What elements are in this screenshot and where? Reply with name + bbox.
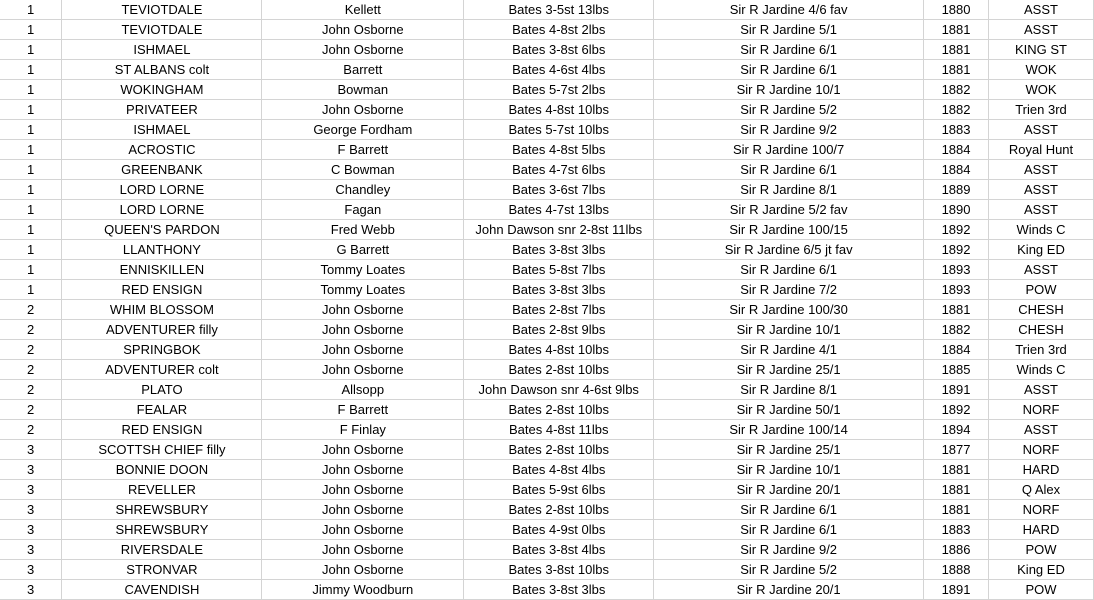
horse-cell[interactable]: LORD LORNE [62, 180, 262, 200]
trainer-age-weight-cell[interactable]: Bates 4-8st 5lbs [464, 140, 654, 160]
position-cell[interactable]: 2 [0, 420, 62, 440]
position-cell[interactable]: 1 [0, 260, 62, 280]
race-cell[interactable]: NORF [989, 500, 1094, 520]
trainer-age-weight-cell[interactable]: Bates 3-8st 3lbs [464, 240, 654, 260]
race-cell[interactable]: ASST [989, 260, 1094, 280]
horse-cell[interactable]: REVELLER [62, 480, 262, 500]
jockey-cell[interactable]: John Osborne [262, 460, 464, 480]
owner-odds-cell[interactable]: Sir R Jardine 100/14 [654, 420, 924, 440]
horse-cell[interactable]: WHIM BLOSSOM [62, 300, 262, 320]
owner-odds-cell[interactable]: Sir R Jardine 5/2 [654, 100, 924, 120]
owner-odds-cell[interactable]: Sir R Jardine 20/1 [654, 480, 924, 500]
year-cell[interactable]: 1881 [924, 460, 989, 480]
owner-odds-cell[interactable]: Sir R Jardine 25/1 [654, 440, 924, 460]
year-cell[interactable]: 1883 [924, 520, 989, 540]
position-cell[interactable]: 2 [0, 320, 62, 340]
horse-cell[interactable]: LLANTHONY [62, 240, 262, 260]
year-cell[interactable]: 1891 [924, 380, 989, 400]
jockey-cell[interactable]: Fagan [262, 200, 464, 220]
year-cell[interactable]: 1880 [924, 0, 989, 20]
table-row [0, 420, 1094, 440]
race-cell[interactable]: ASST [989, 120, 1094, 140]
table-row [0, 260, 1094, 280]
race-cell[interactable]: ASST [989, 420, 1094, 440]
table-row [0, 320, 1094, 340]
trainer-age-weight-cell[interactable]: Bates 3-8st 3lbs [464, 580, 654, 600]
trainer-age-weight-cell[interactable]: Bates 4-8st 11lbs [464, 420, 654, 440]
trainer-age-weight-cell[interactable]: Bates 4-7st 6lbs [464, 160, 654, 180]
year-cell[interactable]: 1881 [924, 300, 989, 320]
table-row [0, 560, 1094, 580]
horse-cell[interactable]: PLATO [62, 380, 262, 400]
owner-odds-cell[interactable]: Sir R Jardine 7/2 [654, 280, 924, 300]
trainer-age-weight-cell[interactable]: Bates 5-9st 6lbs [464, 480, 654, 500]
table-row [0, 220, 1094, 240]
owner-odds-cell[interactable]: Sir R Jardine 20/1 [654, 580, 924, 600]
owner-odds-cell[interactable]: Sir R Jardine 10/1 [654, 320, 924, 340]
trainer-age-weight-cell[interactable]: Bates 3-8st 4lbs [464, 540, 654, 560]
position-cell[interactable]: 1 [0, 200, 62, 220]
owner-odds-cell[interactable]: Sir R Jardine 6/1 [654, 40, 924, 60]
horse-cell[interactable]: ST ALBANS colt [62, 60, 262, 80]
table-row [0, 340, 1094, 360]
table-row [0, 540, 1094, 560]
trainer-age-weight-cell[interactable]: Bates 3-8st 3lbs [464, 280, 654, 300]
trainer-age-weight-cell[interactable]: Bates 2-8st 9lbs [464, 320, 654, 340]
horse-cell[interactable]: TEVIOTDALE [62, 0, 262, 20]
trainer-age-weight-cell[interactable]: Bates 2-8st 10lbs [464, 440, 654, 460]
horse-cell[interactable]: SCOTTSH CHIEF filly [62, 440, 262, 460]
owner-odds-cell[interactable]: Sir R Jardine 100/15 [654, 220, 924, 240]
owner-odds-cell[interactable]: Sir R Jardine 6/1 [654, 160, 924, 180]
position-cell[interactable]: 1 [0, 40, 62, 60]
year-cell[interactable]: 1882 [924, 100, 989, 120]
owner-odds-cell[interactable]: Sir R Jardine 100/30 [654, 300, 924, 320]
horse-cell[interactable]: RIVERSDALE [62, 540, 262, 560]
trainer-age-weight-cell[interactable]: Bates 4-8st 2lbs [464, 20, 654, 40]
horse-cell[interactable]: SHREWSBURY [62, 500, 262, 520]
jockey-cell[interactable]: C Bowman [262, 160, 464, 180]
table-row [0, 20, 1094, 40]
owner-odds-cell[interactable]: Sir R Jardine 100/7 [654, 140, 924, 160]
owner-odds-cell[interactable]: Sir R Jardine 50/1 [654, 400, 924, 420]
table-row [0, 180, 1094, 200]
position-cell[interactable]: 3 [0, 460, 62, 480]
position-cell[interactable]: 3 [0, 560, 62, 580]
table-row [0, 520, 1094, 540]
year-cell[interactable]: 1890 [924, 200, 989, 220]
horse-cell[interactable]: WOKINGHAM [62, 80, 262, 100]
position-cell[interactable]: 2 [0, 360, 62, 380]
horse-cell[interactable]: ISHMAEL [62, 40, 262, 60]
table-row [0, 460, 1094, 480]
position-cell[interactable]: 2 [0, 340, 62, 360]
jockey-cell[interactable]: John Osborne [262, 480, 464, 500]
trainer-age-weight-cell[interactable]: Bates 3-6st 7lbs [464, 180, 654, 200]
race-cell[interactable]: ASST [989, 0, 1094, 20]
table-row [0, 80, 1094, 100]
race-cell[interactable]: Winds C [989, 360, 1094, 380]
horse-cell[interactable]: LORD LORNE [62, 200, 262, 220]
jockey-cell[interactable]: John Osborne [262, 300, 464, 320]
year-cell[interactable]: 1881 [924, 480, 989, 500]
position-cell[interactable]: 1 [0, 180, 62, 200]
race-cell[interactable]: POW [989, 580, 1094, 600]
owner-odds-cell[interactable]: Sir R Jardine 6/1 [654, 60, 924, 80]
year-cell[interactable]: 1881 [924, 40, 989, 60]
year-cell[interactable]: 1888 [924, 560, 989, 580]
horse-cell[interactable]: TEVIOTDALE [62, 20, 262, 40]
position-cell[interactable]: 1 [0, 140, 62, 160]
race-cell[interactable]: NORF [989, 440, 1094, 460]
jockey-cell[interactable]: John Osborne [262, 100, 464, 120]
horse-cell[interactable]: STRONVAR [62, 560, 262, 580]
horse-cell[interactable]: CAVENDISH [62, 580, 262, 600]
trainer-age-weight-cell[interactable]: Bates 4-6st 4lbs [464, 60, 654, 80]
table-row [0, 400, 1094, 420]
owner-odds-cell[interactable]: Sir R Jardine 10/1 [654, 80, 924, 100]
race-cell[interactable]: HARD [989, 460, 1094, 480]
table-row [0, 500, 1094, 520]
horse-cell[interactable]: ISHMAEL [62, 120, 262, 140]
owner-odds-cell[interactable]: Sir R Jardine 6/1 [654, 500, 924, 520]
horse-cell[interactable]: ADVENTURER filly [62, 320, 262, 340]
race-cell[interactable]: WOK [989, 80, 1094, 100]
trainer-age-weight-cell[interactable]: Bates 2-8st 10lbs [464, 360, 654, 380]
race-cell[interactable]: POW [989, 280, 1094, 300]
year-cell[interactable]: 1884 [924, 160, 989, 180]
position-cell[interactable]: 2 [0, 400, 62, 420]
jockey-cell[interactable]: Fred Webb [262, 220, 464, 240]
table-row [0, 40, 1094, 60]
year-cell[interactable]: 1877 [924, 440, 989, 460]
jockey-cell[interactable]: John Osborne [262, 20, 464, 40]
jockey-cell[interactable]: Tommy Loates [262, 280, 464, 300]
race-cell[interactable]: ASST [989, 20, 1094, 40]
table-row [0, 140, 1094, 160]
jockey-cell[interactable]: John Osborne [262, 520, 464, 540]
position-cell[interactable]: 2 [0, 380, 62, 400]
jockey-cell[interactable]: F Barrett [262, 400, 464, 420]
trainer-age-weight-cell[interactable]: Bates 2-8st 10lbs [464, 500, 654, 520]
jockey-cell[interactable]: John Osborne [262, 500, 464, 520]
jockey-cell[interactable]: John Osborne [262, 540, 464, 560]
trainer-age-weight-cell[interactable]: Bates 3-5st 13lbs [464, 0, 654, 20]
table-row [0, 580, 1094, 600]
jockey-cell[interactable]: George Fordham [262, 120, 464, 140]
race-cell[interactable]: ASST [989, 160, 1094, 180]
owner-odds-cell[interactable]: Sir R Jardine 9/2 [654, 540, 924, 560]
position-cell[interactable]: 1 [0, 280, 62, 300]
year-cell[interactable]: 1884 [924, 140, 989, 160]
trainer-age-weight-cell[interactable]: John Dawson snr 4-6st 9lbs [464, 380, 654, 400]
year-cell[interactable]: 1892 [924, 220, 989, 240]
jockey-cell[interactable]: John Osborne [262, 340, 464, 360]
position-cell[interactable]: 1 [0, 20, 62, 40]
trainer-age-weight-cell[interactable]: Bates 4-8st 10lbs [464, 340, 654, 360]
owner-odds-cell[interactable]: Sir R Jardine 5/2 [654, 560, 924, 580]
race-cell[interactable]: POW [989, 540, 1094, 560]
owner-odds-cell[interactable]: Sir R Jardine 6/5 jt fav [654, 240, 924, 260]
trainer-age-weight-cell[interactable]: Bates 4-8st 10lbs [464, 100, 654, 120]
horse-cell[interactable]: RED ENSIGN [62, 280, 262, 300]
trainer-age-weight-cell[interactable]: Bates 5-7st 10lbs [464, 120, 654, 140]
year-cell[interactable]: 1884 [924, 340, 989, 360]
race-cell[interactable]: HARD [989, 520, 1094, 540]
position-cell[interactable]: 3 [0, 580, 62, 600]
year-cell[interactable]: 1893 [924, 280, 989, 300]
race-cell[interactable]: WOK [989, 60, 1094, 80]
jockey-cell[interactable]: John Osborne [262, 560, 464, 580]
trainer-age-weight-cell[interactable]: Bates 3-8st 10lbs [464, 560, 654, 580]
horse-cell[interactable]: GREENBANK [62, 160, 262, 180]
year-cell[interactable]: 1885 [924, 360, 989, 380]
horse-cell[interactable]: SHREWSBURY [62, 520, 262, 540]
owner-odds-cell[interactable]: Sir R Jardine 10/1 [654, 460, 924, 480]
trainer-age-weight-cell[interactable]: Bates 2-8st 10lbs [464, 400, 654, 420]
trainer-age-weight-cell[interactable]: Bates 3-8st 6lbs [464, 40, 654, 60]
year-cell[interactable]: 1894 [924, 420, 989, 440]
trainer-age-weight-cell[interactable]: Bates 5-8st 7lbs [464, 260, 654, 280]
trainer-age-weight-cell[interactable]: Bates 4-9st 0lbs [464, 520, 654, 540]
owner-odds-cell[interactable]: Sir R Jardine 6/1 [654, 260, 924, 280]
owner-odds-cell[interactable]: Sir R Jardine 8/1 [654, 380, 924, 400]
race-cell[interactable]: Winds C [989, 220, 1094, 240]
jockey-cell[interactable]: John Osborne [262, 360, 464, 380]
year-cell[interactable]: 1881 [924, 20, 989, 40]
table-row [0, 200, 1094, 220]
table-row [0, 0, 1094, 20]
trainer-age-weight-cell[interactable]: Bates 5-7st 2lbs [464, 80, 654, 100]
trainer-age-weight-cell[interactable]: Bates 4-7st 13lbs [464, 200, 654, 220]
race-cell[interactable]: KING ST [989, 40, 1094, 60]
race-cell[interactable]: CHESH [989, 300, 1094, 320]
table-row [0, 300, 1094, 320]
year-cell[interactable]: 1882 [924, 320, 989, 340]
year-cell[interactable]: 1889 [924, 180, 989, 200]
jockey-cell[interactable]: John Osborne [262, 440, 464, 460]
position-cell[interactable]: 3 [0, 520, 62, 540]
owner-odds-cell[interactable]: Sir R Jardine 4/6 fav [654, 0, 924, 20]
owner-odds-cell[interactable]: Sir R Jardine 4/1 [654, 340, 924, 360]
jockey-cell[interactable]: John Osborne [262, 40, 464, 60]
position-cell[interactable]: 1 [0, 120, 62, 140]
owner-odds-cell[interactable]: Sir R Jardine 5/2 fav [654, 200, 924, 220]
race-cell[interactable]: ASST [989, 180, 1094, 200]
horse-cell[interactable]: ACROSTIC [62, 140, 262, 160]
year-cell[interactable]: 1886 [924, 540, 989, 560]
year-cell[interactable]: 1892 [924, 400, 989, 420]
jockey-cell[interactable]: Chandley [262, 180, 464, 200]
year-cell[interactable]: 1892 [924, 240, 989, 260]
horse-cell[interactable]: ADVENTURER colt [62, 360, 262, 380]
year-cell[interactable]: 1883 [924, 120, 989, 140]
jockey-cell[interactable]: Bowman [262, 80, 464, 100]
race-cell[interactable]: CHESH [989, 320, 1094, 340]
position-cell[interactable]: 3 [0, 440, 62, 460]
owner-odds-cell[interactable]: Sir R Jardine 6/1 [654, 520, 924, 540]
horse-cell[interactable]: FEALAR [62, 400, 262, 420]
jockey-cell[interactable]: G Barrett [262, 240, 464, 260]
race-cell[interactable]: ASST [989, 380, 1094, 400]
owner-odds-cell[interactable]: Sir R Jardine 25/1 [654, 360, 924, 380]
trainer-age-weight-cell[interactable]: John Dawson snr 2-8st 11lbs [464, 220, 654, 240]
jockey-cell[interactable]: Jimmy Woodburn [262, 580, 464, 600]
table-row [0, 280, 1094, 300]
owner-odds-cell[interactable]: Sir R Jardine 8/1 [654, 180, 924, 200]
year-cell[interactable]: 1881 [924, 500, 989, 520]
jockey-cell[interactable]: Kellett [262, 0, 464, 20]
race-cell[interactable]: Royal Hunt [989, 140, 1094, 160]
jockey-cell[interactable]: Barrett [262, 60, 464, 80]
horse-cell[interactable]: PRIVATEER [62, 100, 262, 120]
table-row [0, 380, 1094, 400]
horse-cell[interactable]: RED ENSIGN [62, 420, 262, 440]
jockey-cell[interactable]: F Barrett [262, 140, 464, 160]
race-cell[interactable]: NORF [989, 400, 1094, 420]
table-row [0, 360, 1094, 380]
position-cell[interactable]: 1 [0, 60, 62, 80]
jockey-cell[interactable]: F Finlay [262, 420, 464, 440]
owner-odds-cell[interactable]: Sir R Jardine 9/2 [654, 120, 924, 140]
table-row [0, 100, 1094, 120]
table-row [0, 160, 1094, 180]
owner-odds-cell[interactable]: Sir R Jardine 5/1 [654, 20, 924, 40]
year-cell[interactable]: 1882 [924, 80, 989, 100]
horse-cell[interactable]: SPRINGBOK [62, 340, 262, 360]
position-cell[interactable]: 1 [0, 100, 62, 120]
table-row [0, 240, 1094, 260]
position-cell[interactable]: 3 [0, 540, 62, 560]
horse-cell[interactable]: ENNISKILLEN [62, 260, 262, 280]
position-cell[interactable]: 1 [0, 80, 62, 100]
horse-cell[interactable]: BONNIE DOON [62, 460, 262, 480]
position-cell[interactable]: 1 [0, 220, 62, 240]
race-cell[interactable]: Trien 3rd [989, 100, 1094, 120]
trainer-age-weight-cell[interactable]: Bates 2-8st 7lbs [464, 300, 654, 320]
position-cell[interactable]: 1 [0, 160, 62, 180]
race-cell[interactable]: ASST [989, 200, 1094, 220]
table-row [0, 440, 1094, 460]
trainer-age-weight-cell[interactable]: Bates 4-8st 4lbs [464, 460, 654, 480]
table-row [0, 480, 1094, 500]
table-row [0, 60, 1094, 80]
race-cell[interactable]: Trien 3rd [989, 340, 1094, 360]
race-cell[interactable]: Q Alex [989, 480, 1094, 500]
jockey-cell[interactable]: Allsopp [262, 380, 464, 400]
horse-cell[interactable]: QUEEN'S PARDON [62, 220, 262, 240]
position-cell[interactable]: 1 [0, 0, 62, 20]
position-cell[interactable]: 3 [0, 500, 62, 520]
jockey-cell[interactable]: Tommy Loates [262, 260, 464, 280]
jockey-cell[interactable]: John Osborne [262, 320, 464, 340]
race-cell[interactable]: King ED [989, 560, 1094, 580]
position-cell[interactable]: 2 [0, 300, 62, 320]
position-cell[interactable]: 3 [0, 480, 62, 500]
position-cell[interactable]: 1 [0, 240, 62, 260]
race-cell[interactable]: King ED [989, 240, 1094, 260]
year-cell[interactable]: 1893 [924, 260, 989, 280]
table-row [0, 120, 1094, 140]
year-cell[interactable]: 1891 [924, 580, 989, 600]
year-cell[interactable]: 1881 [924, 60, 989, 80]
